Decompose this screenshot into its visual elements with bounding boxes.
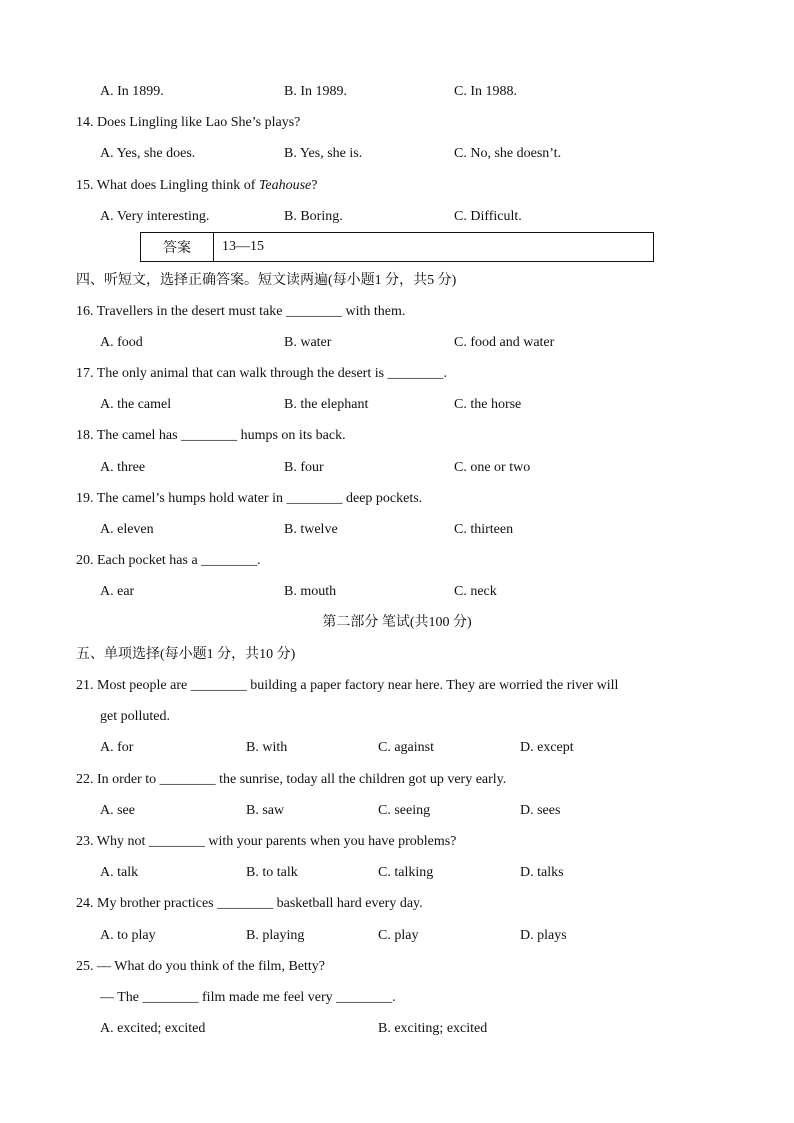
q20-option-c: C. neck <box>454 584 497 599</box>
q22-option-b: B. saw <box>246 803 285 818</box>
q15-option-a: A. Very interesting. <box>100 209 210 224</box>
q19-option-b: B. twelve <box>284 522 338 537</box>
answer-box <box>140 232 654 262</box>
q23-option-c: C. talking <box>378 865 434 880</box>
q18-stem: 18. The camel has ________ humps on its back. <box>76 428 346 443</box>
q18-option-a: A. three <box>100 460 146 475</box>
q24-option-a: A. to play <box>100 928 156 943</box>
q22-stem: 22. In order to ________ the sunrise, today all the children got up very early. <box>76 772 507 787</box>
q15-stem-title: Teahouse <box>258 178 312 193</box>
q24-option-b: B. playing <box>246 928 305 943</box>
q25-stem: 25. — What do you think of the film, Betty? <box>76 959 325 974</box>
q23-option-d: D. talks <box>520 865 564 880</box>
q24-option-c: C. play <box>378 928 419 943</box>
q16-option-c: C. food and water <box>454 335 555 350</box>
section-4-heading: 四、听短文，选择正确答案。短文读两遍(每小题1 分，共5 分) <box>76 273 457 288</box>
q14-option-c: C. No, she doesn’t. <box>454 146 562 161</box>
q19-stem: 19. The camel’s humps hold water in ________ deep pockets. <box>76 491 423 506</box>
q20-stem: 20. Each pocket has a ________. <box>76 553 261 568</box>
q20-option-b: B. mouth <box>284 584 337 599</box>
q14-stem: 14. Does Lingling like Lao She’s plays? <box>76 115 301 130</box>
q22-option-a: A. see <box>100 803 135 818</box>
q19-option-a: A. eleven <box>100 522 154 537</box>
q25-stem-continued: — The ________ film made me feel very ________. <box>100 990 396 1005</box>
answer-box-value: 13—15 <box>222 239 264 254</box>
q20-option-a: A. ear <box>100 584 135 599</box>
q23-option-a: A. talk <box>100 865 139 880</box>
q18-option-c: C. one or two <box>454 460 531 475</box>
section-5-heading: 五、单项选择(每小题1 分，共10 分) <box>76 647 296 662</box>
q22-option-d: D. sees <box>520 803 561 818</box>
q17-option-b: B. the elephant <box>284 397 369 412</box>
q25-option-b: B. exciting; excited <box>378 1021 488 1036</box>
q15-option-b: B. Boring. <box>284 209 343 224</box>
q13-option-c: C. In 1988. <box>454 84 517 99</box>
q19-option-c: C. thirteen <box>454 522 514 537</box>
q16-stem: 16. Travellers in the desert must take ________ with them. <box>76 304 406 319</box>
q17-stem: 17. The only animal that can walk through the desert is ________. <box>76 366 448 381</box>
q21-option-b: B. with <box>246 740 288 755</box>
q21-stem-continued: get polluted. <box>100 709 170 724</box>
q23-option-b: B. to talk <box>246 865 298 880</box>
q15-stem <box>76 177 318 195</box>
q13-option-b: B. In 1989. <box>284 84 347 99</box>
q17-option-a: A. the camel <box>100 397 172 412</box>
part-2-heading: 第二部分 笔试(共100 分) <box>322 615 472 630</box>
q24-stem: 24. My brother practices ________ basketball hard every day. <box>76 896 423 911</box>
answer-box-label: 答案 <box>141 233 214 261</box>
q17-option-c: C. the horse <box>454 397 522 412</box>
q21-option-a: A. for <box>100 740 134 755</box>
q22-option-c: C. seeing <box>378 803 431 818</box>
q16-option-b: B. water <box>284 335 332 350</box>
q21-option-c: C. against <box>378 740 434 755</box>
q24-option-d: D. plays <box>520 928 567 943</box>
q14-option-a: A. Yes, she does. <box>100 146 196 161</box>
q21-option-d: D. except <box>520 740 574 755</box>
q18-option-b: B. four <box>284 460 324 475</box>
q21-stem: 21. Most people are ________ building a paper factory near here. They are worried the river will <box>76 678 619 693</box>
q15-option-c: C. Difficult. <box>454 209 522 224</box>
q25-option-a: A. excited; excited <box>100 1021 206 1036</box>
q13-option-a: A. In 1899. <box>100 84 164 99</box>
q16-option-a: A. food <box>100 335 143 350</box>
q23-stem: 23. Why not ________ with your parents when you have problems? <box>76 834 457 849</box>
q15-stem-prefix: 15. What does Lingling think of <box>76 178 259 193</box>
q14-option-b: B. Yes, she is. <box>284 146 363 161</box>
q15-stem-suffix: ? <box>311 178 318 193</box>
